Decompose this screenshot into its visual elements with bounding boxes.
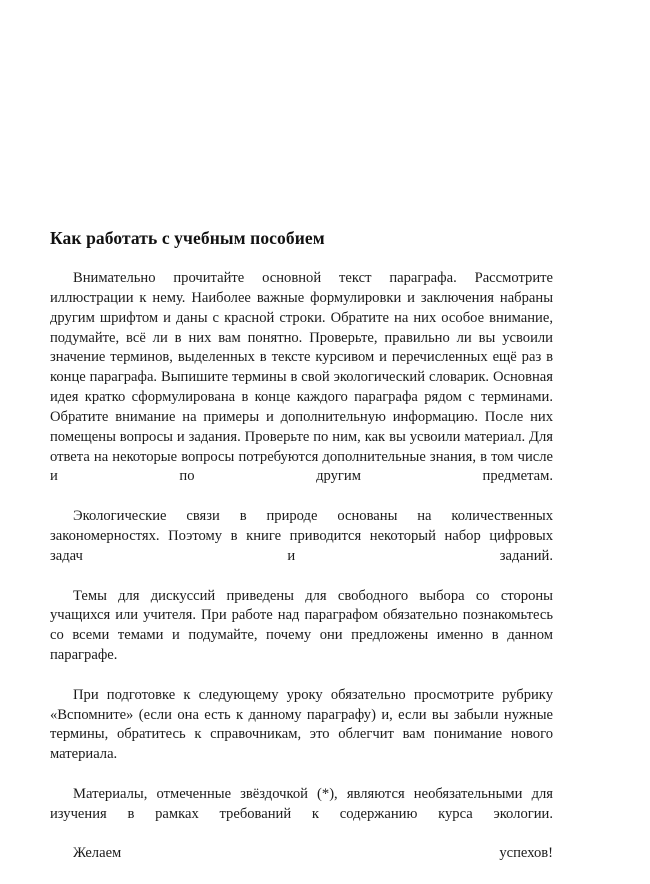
paragraph-discussion-topics: Темы для дискуссий приведены для свободного выбора со стороны учащихся или учителя. При работе над параграфом обязательно познакомьтесь со всеми темами и подумайте, почему они предложены именно в данном параграфе.	[50, 587, 553, 664]
paragraph-ecological-links: Экологические связи в природе основаны на количественных закономерностях. Поэтому в книге приводится некоторый набор цифровых задач и заданий.	[50, 508, 553, 564]
paragraph-closing-wish: Желаем успехов!	[73, 845, 553, 862]
paragraph-lesson-preparation: При подготовке к следующему уроку обязательно просмотрите рубрику «Вспомните» (если она есть к данному параграфу) и, если вы забыли нужные термины, обратитесь к справочникам, это облегчит вам понимание нового материала.	[50, 686, 553, 763]
page-title: Как работать с учебным пособием	[50, 228, 325, 248]
text-column	[50, 228, 553, 884]
body-text-block	[50, 269, 553, 884]
paragraph-intro-instructions: Внимательно прочитайте основной текст параграфа. Рассмотрите иллюстрации к нему. Наиболее важные формулировки и заключения набраны другим шрифтом и даны с красной строки. Обратите на них особое внимание, подумайте, всё ли в них вам понятно. Проверьте, правильно ли вы усвоили значение терминов, выделенных в тексте курсивом и перечисленных ещё раз в конце параграфа. Выпишите термины в свой экологический словарик. Основная идея кратко сформулирована в конце каждого параграфа рядом с терминами. Обратите внимание на примеры и дополнительную информацию. После них помещены вопросы и задания. Проверьте по ним, как вы усвоили материал. Для ответа на некоторые вопросы потребуются дополнительные знания, в том числе и по другим предметам.	[50, 270, 553, 485]
paragraph-asterisk-note: Материалы, отмеченные звёздочкой (*), являются необязательными для изучения в рамках требований к содержанию курса экологии.	[50, 785, 553, 822]
